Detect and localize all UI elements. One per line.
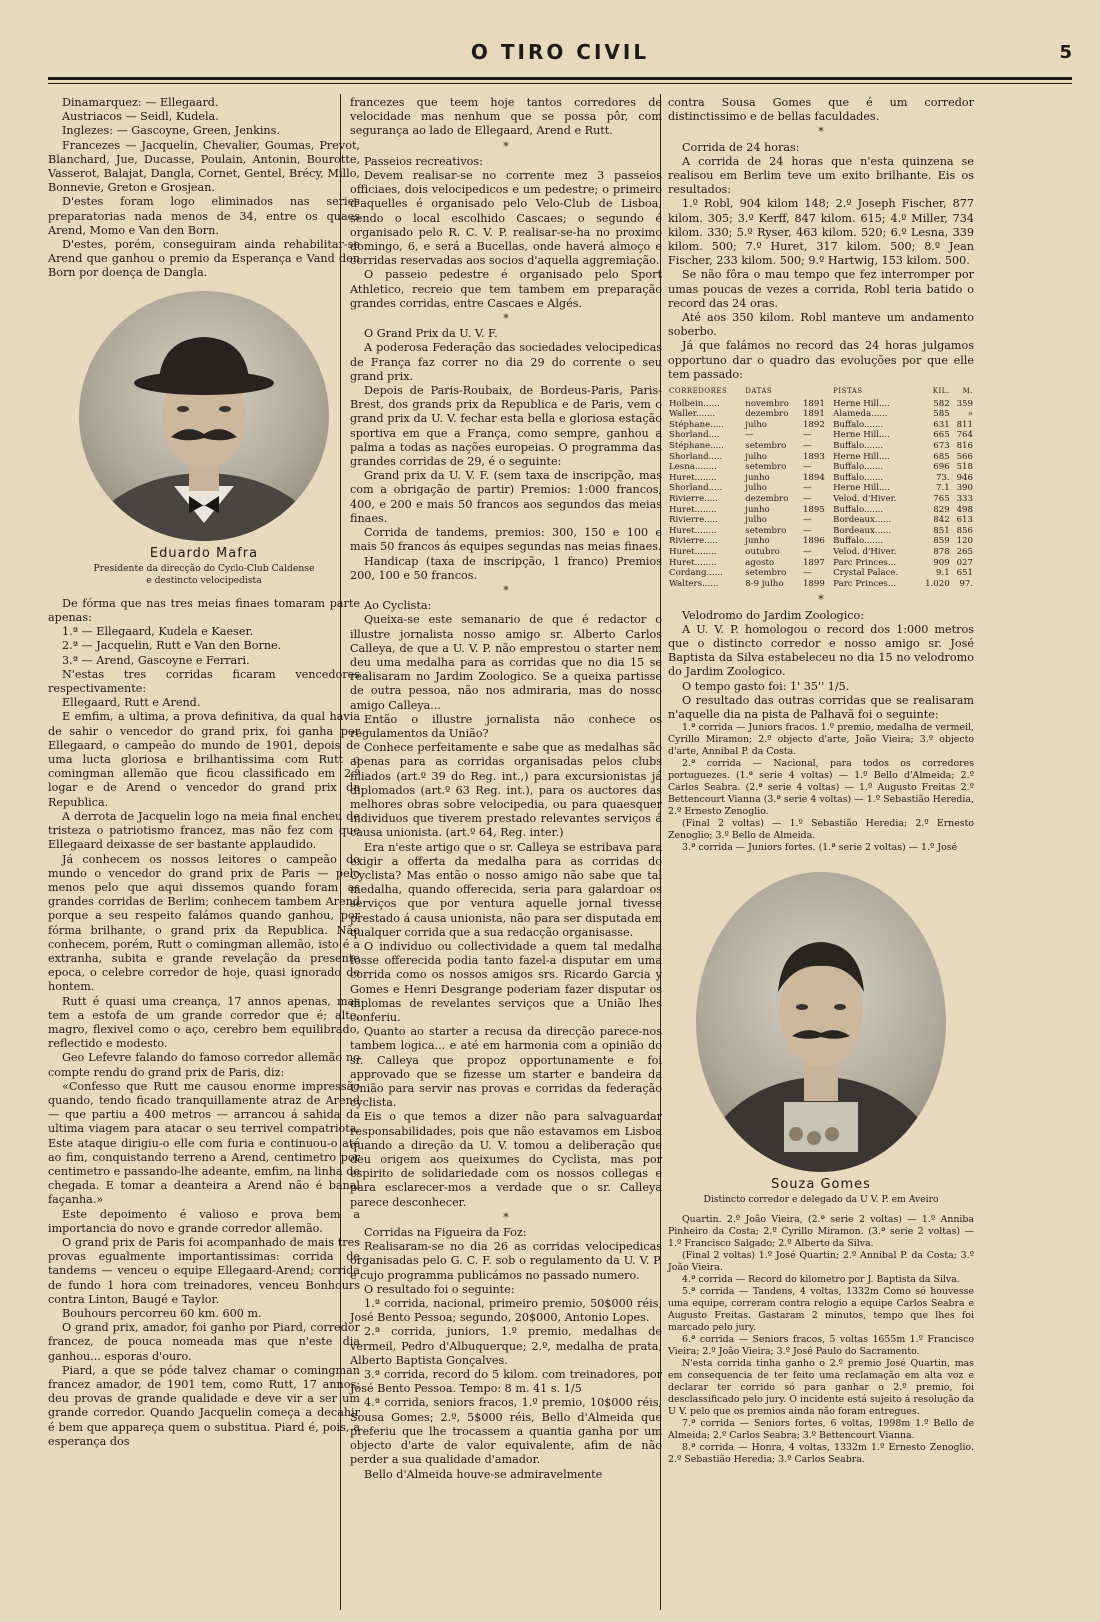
table-row [668,473,974,484]
table-cell: » [967,409,973,420]
table-row [668,536,974,547]
paragraph: Piard, a que se póde talvez chamar o comingman francez amador, de 1901 tem, como Rutt, 17 annos; deu provas de grande qualidade e deve vir a ser um grande corredor. Quando Jacquelin começa a decahir é bem que appareça quem o substitua. Piard é, pois, a esperança dos [48,1363,360,1448]
paragraph: Quanto ao starter a recusa da direcção parece-nos tambem logica... e até em harmonia com a opinião do sr. Calleya que propoz opportunamente e foi approvado que se fizesse um starter e bandeira da União para servir nas provas e corridas da federação cyclista. [350,1025,662,1110]
table-cell: 613 [956,515,973,526]
table-cell: Shorland..... [669,451,723,462]
table-cell: 585 [933,409,950,420]
table-cell: 909 [933,557,950,568]
table-cell: 829 [933,504,950,515]
column-3-bottom-text [668,1214,974,1466]
paragraph: 8.ª corrida — Honra, 4 voltas, 1332m 1.º Ernesto Zenoglio. 2.º Sebastião Heredia; 3.º Carlos Seabra. [668,1442,974,1466]
table-cell: 946 [956,472,973,483]
table-cell: dezembro [745,494,789,504]
table-row [668,505,974,516]
table-cell: julho [745,483,767,494]
paragraph: Já que falámos no record das 24 horas julgamos opportuno dar o quadro das evoluções por que elle tem passado: [668,339,974,381]
table-cell: Buffalo....... [833,504,884,515]
paragraph: Handicap (taxa de inscripção, 1 franco) Premios 200, 100 e 50 francos. [350,554,662,582]
table-cell: Parc Princes... [833,557,897,568]
table-cell: Crystal Palace. [833,568,899,579]
portrait-caption-name: Eduardo Mafra [149,545,259,561]
table-cell: 631 [933,419,950,430]
paragraph: 2.ª — Jacquelin, Rutt e Van den Borne. [62,639,282,653]
table-cell: Waller....... [669,409,716,420]
paragraph: O individuo ou collectividade a quem tal medalha fosse offerecida podia tanto fazel-a disputar em uma corrida como os nossos amigos srs. Ricardo Garcia y Gomes e Henri Desgrange poderiam fazer disputar os diplomas de revelantes serviços que a União lhes conferiu. [350,939,662,1024]
paragraph: 1.º Robl, 904 kilom 148; 2.º Joseph Fischer, 877 kilom. 305; 3.º Kerff, 847 kilom. 615; 4.º Miller, 734 kilom. 330; 5.º Ryser, 463 kilom. 520; 6.º Lesna, 339 kilom. 500; 7.º Huret, 317 kilom. 500; 8.º Jean Fischer, 233 kilom. 500; 9.º Hartwig, 153 kilom. 500. [668,197,974,268]
paragraph: Então o illustre jornalista não conhece os regulamentos da União? [350,712,662,740]
paragraph: A U. V. P. homologou o record dos 1:000 metros que o distincto corredor e nosso amigo sr. José Baptista da Silva estabeleceu no dia 15 no velodromo do Jardim Zoologico. [668,622,974,679]
paragraph: 7.ª corrida — Seniors fortes, 6 voltas, 1998m 1.º Bello de Almeida; 2.º Carlos Seabra; 3.º Bettencourt Vianna. [668,1418,974,1442]
paragraph: Até aos 350 kilom. Robl manteve um andamento soberbo. [668,311,974,339]
paragraph: O resultado foi o seguinte: [364,1282,515,1296]
table-cell: 1894 [802,472,825,483]
paragraph: Já conhecem os nossos leitores o campeão do mundo o vencedor do grand prix de Paris — pelo menos pelo que aqui dissemos quando foram as grandes corridas de Berlim; conhecem tambem Arend porque a seu respeito falámos quando ganhou, por fórma brilhante, o grand prix da Republica. Não conhecem, porém, Rutt o comingman allemão, isto é a extranha, subita e grande revelação da presente epoca, o celebre corredor de hoje, quasi ignorado de hontem. [48,852,360,994]
paragraph: 2.ª corrida — Nacional, para todos os corredores portuguezes. (1.ª serie 4 voltas) — 1.º Bello d'Almeida; 2.º Carlos Seabra. (2.ª serie 4 voltas) — 1.º Augusto Freitas 2.º Bettencourt Vianna (3.ª serie 4 voltas) — 1.º Sebastião Heredia, 2.º Ernesto Zenoglio. [668,758,974,818]
table-cell: Shorland.... [669,430,720,441]
table-cell: 1895 [802,504,825,515]
paragraph: Conhece perfeitamente e sabe que as medalhas são apenas para as corridas organisadas pelos clubs filiados (art.º 39 do Reg. int.,) para excursionistas já diplomados (art.º 63 Reg. int.), para os auctores das melhores obras sobre velocipedia, ou para quaesquer individuos que tiverem prestado relevantes serviços á causa unionista. (art.º 64, Reg. inter.) [350,741,662,840]
table-cell: Bordeaux...... [833,525,892,536]
paragraph: 1.ª corrida — Juniors fracos. 1.º premio, medalha de vermeil, Cyrillo Miramon; 2.º objecto d'arte, João Vieira; 3.º objecto d'arte, Annibal P. da Costa. [668,722,974,758]
table-cell: — [802,568,812,579]
column-3-top-text [668,96,974,382]
table-cell: 73. [936,472,950,483]
paragraph: francezes que teem hoje tantos corredores de velocidade mas nenhum que se possa pôr, com segurança ao lado de Ellegaard, Arend e Rutt. [350,96,662,138]
table-cell: 7.1 [936,483,950,494]
table-header-cell: M. [962,387,973,396]
table-cell: 1896 [802,536,825,547]
section-separator: * [503,312,509,326]
paragraph: «Confesso que Rutt me causou enorme impressão quando, tendo ficado tranquillamente atraz de Arend — que partiu a 400 metros — arrancou á sahida da ultima viagem para atacar o seu terrivel compatriota. Este ataque dirigiu-o elle com furia e continuou-o até ao fim, conquistando terreno a Arend, centimetro por centimetro e passando-lhe adeante, emfim, na linha de chegada. E tomar a deanteira a Arend não é banal façanha.» [48,1079,360,1207]
table-cell: 582 [933,398,950,409]
table-cell: 685 [933,451,950,462]
man-portrait-icon [696,872,946,1172]
paragraph: Se não fôra o mau tempo que fez interromper por umas poucas de vezes a corrida, Robl teria batido o record das 24 oras. [668,268,974,310]
table-cell: 518 [956,462,973,473]
table-cell: 811 [956,419,973,430]
table-cell: setembro [745,441,787,452]
table-cell: Holbein...... [669,398,720,409]
paragraph: N'esta corrida tinha ganho o 2.º premio José Quartin, mas em consequencia de ter feito uma reclamação em alta voz e declarar ter corrido só para ganhar o 2.º premio, foi desclassificado pelo jury. O incidente está sujeito á resolução da U V. pelo que os premios ainda não foram entregues. [668,1358,974,1418]
table-row [668,399,974,410]
table-cell: — [802,515,812,526]
paragraph: De fórma que nas tres meias finaes tomaram parte apenas: [48,596,360,625]
column-1-top-text [48,96,360,281]
section-separator: * [503,1210,509,1224]
paragraph: 2.ª corrida, juniors, 1.º premio, medalhas de vermeil, Pedro d'Albuquerque; 2.º, medalha de prata, Alberto Baptista Gonçalves. [350,1325,662,1367]
table-header-cell: KIL. [932,387,950,396]
paragraph: Quartin. 2.º João Vieira, (2.ª serie 2 voltas) — 1.º Anniba Pinheiro da Costa; 2.º Cyrillo Miramon. (3.ª serie 2 voltas) — 1.º Francisco Salgado; 2.º Alberto da Silva. [668,1214,974,1250]
table-cell: Cordang...... [669,568,723,579]
table-row [668,568,974,579]
table-cell: — [802,546,812,557]
portrait-caption-name-2: Souza Gomes [771,1177,871,1193]
table-cell: Walters...... [669,578,719,589]
table-cell: 1891 [802,398,825,409]
table-cell: 651 [956,568,973,579]
column-2-text [350,96,662,1482]
table-cell: 333 [956,494,973,504]
section-separator: * [503,583,509,597]
table-cell: Velod. d'Hiver. [833,494,897,504]
table-cell: 816 [956,441,973,452]
record-table-body [668,399,974,590]
paragraph: Ellegaard, Rutt e Arend. [62,696,201,710]
paragraph: 5.ª corrida — Tandens, 4 voltas, 1332m Como só houvesse uma equipe, correram contra relogio a equipe Carlos Seabra e Augusto Freitas. Gastaram 2 minutos, tempo que lhes foi marcado pelo jury. [668,1286,974,1334]
table-cell: 851 [933,525,950,536]
table-cell: Buffalo....... [833,419,884,430]
table-cell: Velod. d'Hiver. [833,546,897,557]
paragraph: N'estas tres corridas ficaram vencedores respectivamente: [48,667,360,696]
header-rule-thick [48,77,1072,80]
table-row [668,430,974,441]
paragraph: Depois de Paris-Roubaix, de Bordeus-Paris, Paris-Brest, dos grands prix da Republica e de Paris, vem o grand prix da U. V. fechar esta bella e gloriosa estação sportiva em que a França, como sempre, ganhou a palma a todas as nações europeias. O programma das grandes corridas de 29, é o seguinte: [350,384,662,469]
table-cell: Buffalo....... [833,472,884,483]
table-row [668,441,974,452]
table-cell: junho [745,536,770,547]
table-cell: 9.1 [936,568,950,579]
paragraph: Passeios recreativos: [364,154,483,168]
table-row [668,547,974,558]
table-cell: novembro [745,398,789,409]
paragraph: 6.ª corrida — Seniors fracos, 5 voltas 1655m 1.º Francisco Vieira; 2.º João Vieira; 3.º José Paulo do Sacramento. [668,1334,974,1358]
table-cell: — [802,430,812,441]
table-header-cell: CORREDORES [669,387,728,396]
table-cell: 765 [933,494,950,504]
paragraph: 4.ª corrida — Record do kilometro por J. Baptista da Silva. [682,1274,960,1286]
paragraph: Este depoimento é valioso e prova bem a importancia do novo e grande corredor allemão. [48,1207,360,1235]
table-cell: 265 [956,546,973,557]
paragraph: 1.ª — Ellegaard, Kudela e Kaeser. [62,625,254,639]
paragraph: Inglezes: — Gascoyne, Green, Jenkins. [62,124,280,138]
table-cell: junho [745,504,770,515]
paragraph: Corrida de tandems, premios: 300, 150 e 100 e mais 50 francos ás equipes segundas nas meias finaes. [350,526,662,554]
paragraph: 3.ª corrida — Juniors fortes. (1.ª serie 2 voltas) — 1.º José [682,842,958,854]
paragraph: Geo Lefevre falando do famoso corredor allemão no compte rendu do grand prix de Paris, diz: [48,1051,360,1079]
paragraph: Grand prix da U. V. F. (sem taxa de inscripção, mas com a obrigação de partir) Premios: 1:000 francos, 400, e 200 e mais 50 francos aos segundos das meias finaes. [350,469,662,525]
paragraph: O resultado das outras corridas que se realisaram n'aquelle dia na pista de Palhavã foi o seguinte: [668,693,974,721]
table-cell: Huret........ [669,472,717,483]
table-row [668,494,974,505]
table-header-cell [802,386,832,399]
record-table [668,386,974,589]
table-cell: Parc Princes... [833,578,897,589]
paragraph: 1.ª corrida, nacional, primeiro premio, 50$000 réis, José Bento Pessoa; segundo, 20$000, Antonio Lopes. [350,1297,662,1325]
portrait-caption-desc-3: Distincto corredor e delegado da U V. P. em Aveiro [703,1194,939,1206]
newspaper-title: O TIRO CIVIL [470,40,650,64]
table-cell: 8-9 julho [745,578,784,589]
paragraph: Dinamarquez: — Ellegaard. [62,96,219,109]
table-cell: 665 [933,430,950,441]
table-cell: Herne Hill.... [833,483,890,494]
table-cell: Stéphane..... [669,419,724,430]
table-cell: Buffalo....... [833,441,884,452]
paragraph: Corridas na Figueira da Foz: [364,1226,527,1240]
table-cell: Huret........ [669,546,717,557]
table-cell: 673 [933,441,950,452]
paragraph: Era n'este artigo que o sr. Calleya se estribava para exigir a offerta da medalha para as corridas do Cyclista? Mas então o nosso amigo não sabe que tal medalha, quando offerecida, seria para galardoar os serviços que por ventura aquelle jornal tivesse prestado á causa unionista, não para ser disputada em qualquer corrida que a sua redacção organisasse. [350,840,662,939]
paragraph: O grand prix, amador, foi ganho por Piard, corredor francez, de pouca nomeada mas que n'este dia ganhou... esporas d'ouro. [48,1321,360,1363]
page-header [48,36,1072,76]
table-cell: julho [745,451,767,462]
column-1 [48,96,360,1449]
paragraph: O grand prix de Paris foi acompanhado de mais tres provas egualmente importantissimas: corrida de tandems — venceu o equipe Ellegaard-Arend; corrida de fundo 1 hora com treinadores, venceu Bonhours contra Linton, Baugé e Taylor. [48,1235,360,1306]
table-cell: — [802,483,812,494]
table-cell: Rivierre..... [669,494,718,504]
paragraph: E emfim, a ultima, a prova definitiva, da qual havia de sahir o vencedor do grand prix, foi ganha por Ellegaard, o campeão do mundo de 1901, depois de uma lucta gloriosa e brilhantissima com Rutt o comingman allemão que ficou classificado em 2.º logar e de Arend o vencedor do grand prix da Republica. [48,710,360,809]
table-cell: dezembro [745,409,789,420]
table-cell: 027 [956,557,973,568]
table-cell: 878 [933,546,950,557]
paragraph: 3.ª — Arend, Gascoyne e Ferrari. [62,653,250,667]
table-cell: outubro [745,546,780,557]
paragraph: Devem realisar-se no corrente mez 3 passeios officiaes, dois velocipedicos e um pedestre; o primeiro d'aquelles é organisado pelo Velo-Club de Lisboa, sendo o local escolhido Cascaes; o segundo é organisado pelo R. C. V. P. realisar-se-ha no proximo domingo, 6, e será a Bucellas, onde haverá almoço e corridas reservadas aos socios d'aquella aggremiação. [350,169,662,268]
table-cell: 842 [933,515,950,526]
paragraph: 4.ª corrida, seniors fracos, 1.º premio, 10$000 réis, Sousa Gomes; 2.º, 5$000 réis, Bello d'Almeida que preferiu que lhe trocassem a quantia ganha por um objecto d'arte de valor equivalente, afim de não perder a sua qualidade d'amador. [350,1396,662,1467]
table-cell: 498 [956,504,973,515]
column-2 [350,96,662,1482]
section-separator: * [818,593,824,607]
paragraph: Eis o que temos a dizer não para salvaguardar responsabilidades, pois que não estavamos em Lisboa quando a direção da U. V. tomou a deliberação que deu origem aos queixumes do Cyclista, mas por espirito de solidariedade com os nossos collegas e para esclarecer-mos a verdade que o sr. Calleya parece desconhecer. [350,1110,662,1209]
table-row [668,462,974,473]
paragraph: Austriacos — Seidl, Kudela. [62,110,219,124]
table-row [668,420,974,431]
portrait-souza-gomes [696,872,946,1172]
paragraph: D'estes foram logo eliminados nas series preparatorias nada menos de 34, entre os quaes Arend, Momo e Van den Born. [48,195,360,237]
table-cell: julho [745,419,767,430]
table-cell: Herne Hill.... [833,430,890,441]
table-header-cell: PISTAS [833,387,863,396]
table-row [668,526,974,537]
paragraph: (Final 2 voltas) — 1.º Sebastião Heredia; 2.º Ernesto Zenoglio; 3.º Bello de Almeida. [668,818,974,842]
table-header-cell: DATAS [745,387,773,396]
table-cell: Shorland..... [669,483,723,494]
column-3-middle-text [668,593,974,854]
table-cell: Stéphane..... [669,441,724,452]
table-cell: Herne Hill.... [833,398,890,409]
paragraph: Bouhours percorreu 60 km. 600 m. [62,1307,262,1320]
paragraph: Francezes — Jacquelin, Chevalier, Goumas, Prevot, Blanchard, Jue, Ducasse, Poulain, Antonin, Bourotte, Vasserot, Balajat, Dangla, Cornet, Gentel, Brécy, Millo, Bonnevie, Greton e Grosjean. [48,138,360,195]
table-cell: agosto [745,557,775,568]
table-cell: setembro [745,525,787,536]
table-cell: Rivierre..... [669,515,718,526]
table-cell: junho [745,472,770,483]
table-cell: Huret........ [669,504,717,515]
table-cell: 1893 [802,451,825,462]
table-cell: Alameda...... [833,409,888,420]
table-cell: 696 [933,462,950,473]
paragraph: contra Sousa Gomes que é um corredor distinctissimo e de bellas faculdades. [668,96,974,124]
paragraph: Ao Cyclista: [364,599,432,613]
column-1-bottom-text [48,597,360,1449]
man-portrait-icon [79,291,329,541]
table-cell: Herne Hill.... [833,451,890,462]
paragraph: Queixa-se este semanario de que é redactor o illustre jornalista nosso amigo sr. Alberto Carlos Calleya, de que a U. V. P. não emprestou o starter nem deu uma medalha para as corridas que no dia 15 se realisaram no Jardim Zoologico. Se a queixa partisse de outra pessoa, não nos admiraria, mas do nosso amigo Calleya... [350,613,662,712]
table-cell: Buffalo....... [833,462,884,473]
portrait-eduardo-mafra [79,291,329,541]
paragraph: Corrida de 24 horas: [682,140,800,154]
paragraph: A derrota de Jacquelin logo na meia final encheu de tristeza o patriotismo francez, mas não fez com que Ellegaard deixasse de ser bastante applaudido. [48,809,360,852]
table-row [668,515,974,526]
table-cell: setembro [745,462,787,473]
table-row [668,452,974,463]
header-rule-thin [48,83,1072,84]
record-table-header [668,386,974,399]
paragraph: O passeio pedestre é organisado pelo Sport Athletico, recreio que tem tambem em preparação grandes corridas, entre Cascaes e Algés. [350,268,662,310]
table-cell: 1897 [802,557,825,568]
page-number: 5 [1059,42,1072,63]
table-row [668,558,974,569]
table-cell: 859 [933,536,950,547]
table-cell: 1899 [802,578,825,589]
paragraph: D'estes, porém, conseguiram ainda rehabilitar-se Arend que ganhou o premio da Esperança e Vand den Born por doença de Dangla. [48,238,360,280]
column-3 [668,96,974,1466]
paragraph: Realisaram-se no dia 26 as corridas velocipedicas organisadas pelo G. C. F. sob o regulamento da U. V. P. e cujo programma publicámos no passado numero. [350,1240,662,1282]
paragraph: (Final 2 voltas) 1.º José Quartin; 2.º Annibal P. da Costa; 3.º João Vieira. [668,1250,974,1274]
table-cell: 1891 [802,409,825,420]
table-cell: — [802,462,812,473]
table-cell: 856 [956,525,973,536]
table-cell: 120 [956,536,973,547]
paragraph: O Grand Prix da U. V. F. [364,327,498,341]
table-cell: Buffalo....... [833,536,884,547]
paragraph: O tempo gasto foi: 1' 35'' 1/5. [682,679,850,693]
table-cell: Rivierre..... [669,536,718,547]
table-cell: julho [745,515,767,526]
table-cell: Bordeaux...... [833,515,892,526]
table-cell: — [802,525,812,536]
table-cell: — [745,430,754,441]
table-cell: 1892 [802,419,825,430]
table-cell: — [802,441,812,452]
table-row [668,483,974,494]
table-cell: 359 [956,398,973,409]
paragraph: Bello d'Almeida houve-se admiravelmente [364,1467,603,1481]
table-cell: Huret........ [669,525,717,536]
table-cell: 390 [956,483,973,494]
paragraph: Velodromo do Jardim Zoologico: [682,608,865,622]
paragraph: A corrida de 24 horas que n'esta quinzena se realisou em Berlim teve um exito brilhante. Eis os resultados: [668,154,974,197]
table-cell: Huret........ [669,557,717,568]
table-cell: — [802,494,812,504]
paragraph: 3.ª corrida, record do 5 kilom. com treinadores, por José Bento Pessoa. Tempo: 8 m. 41 s. 1/5 [350,1368,662,1396]
paragraph: Rutt é quasi uma creança, 17 annos apenas, mas tem a estofa de um grande corredor que é; alto, magro, flexivel como o aço, cerebro bem equilibrado, reflectido e modesto. [48,994,360,1051]
table-cell: Lesna........ [669,462,717,473]
paragraph: A poderosa Federação das sociedades velocipedicas de França faz correr no dia 29 do corrente o seu grand prix. [350,341,662,383]
section-separator: * [818,125,824,139]
portrait-caption-desc-1: Presidente da direcção do Cyclo-Club Caldense [93,562,315,574]
section-separator: * [503,139,509,153]
table-cell: 764 [956,430,973,441]
table-cell: 566 [956,451,973,462]
table-cell: 1.020 [925,578,950,589]
table-cell: 97. [959,578,973,589]
portrait-caption-desc-2: e destincto velocipedista [146,574,262,586]
table-cell: setembro [745,568,787,579]
table-row [668,409,974,420]
table-row [668,579,974,590]
